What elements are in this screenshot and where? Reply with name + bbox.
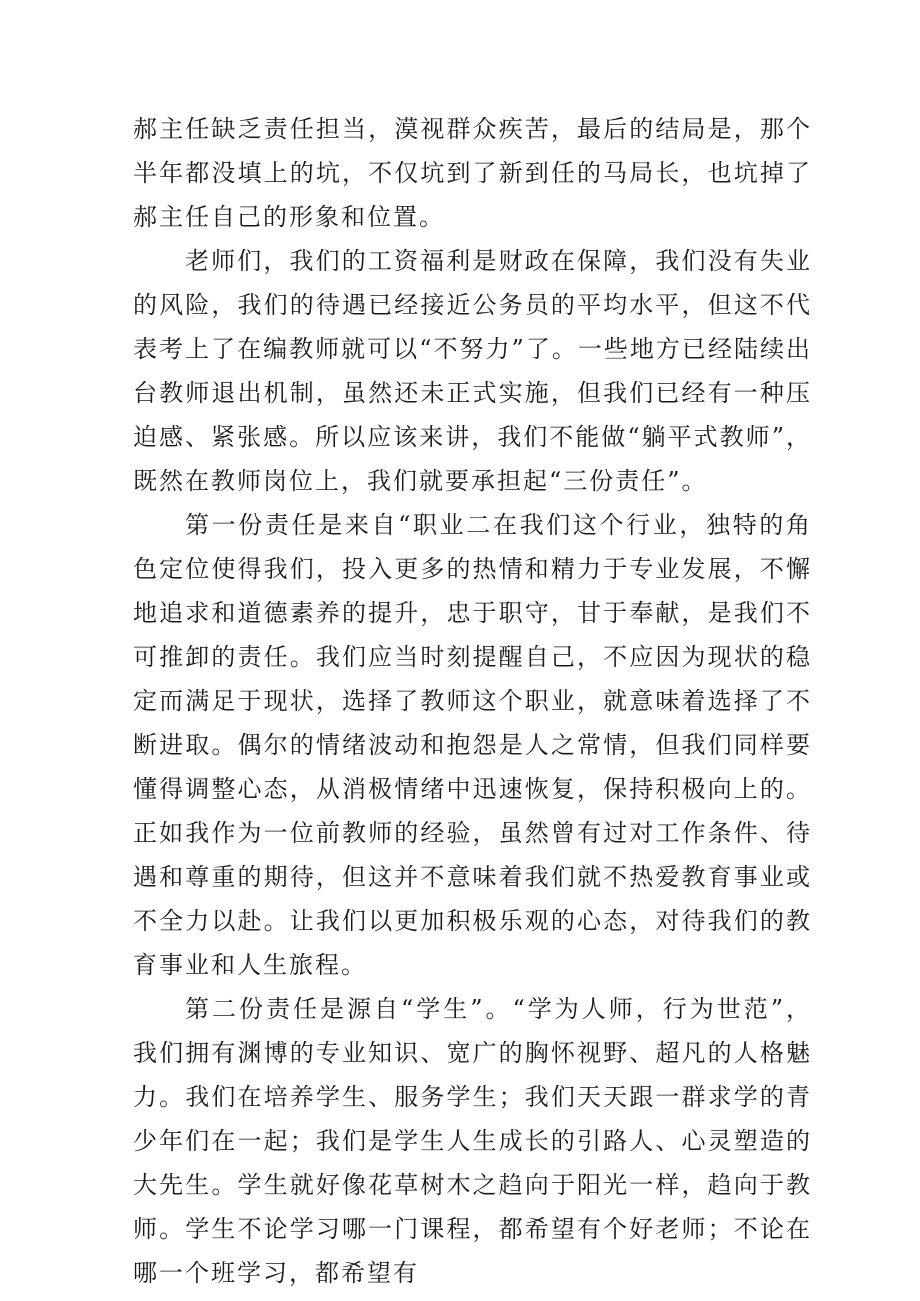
- paragraph-teacher-responsibility: 老师们，我们的工资福利是财政在保障，我们没有失业的风险，我们的待遇已经接近公务员的平均水平，但这不代表考上了在编教师就可以“不努力”了。一些地方已经陆续出台教师退出机制，虽然还未正式实施，但我们已经有一种压迫感、紧张感。所以应该来讲，我们不能做“躺平式教师”，既然在教师岗位上，我们就要承担起“三份责任”。: [133, 247, 812, 495]
- paragraph-continuation: 郝主任缺乏责任担当，漠视群众疾苦，最后的结局是，那个半年都没填上的坑，不仅坑到了新到任的马局长，也坑掉了郝主任自己的形象和位置。: [133, 115, 812, 231]
- paragraph-first-responsibility: 第一份责任是来自“职业二在我们这个行业，独特的角色定位使得我们，投入更多的热情和精力于专业发展，不懈地追求和道德素养的提升，忠于职守，甘于奉献，是我们不可推卸的责任。我们应当时刻提醒自己，不应因为现状的稳定而满足于现状，选择了教师这个职业，就意味着选择了不断进取。偶尔的情绪波动和抱怨是人之常情，但我们同样要懂得调整心态，从消极情绪中迅速恢复，保持积极向上的。正如我作为一位前教师的经验，虽然曾有过对工作条件、待遇和尊重的期待，但这并不意味着我们就不热爱教育事业或不全力以赴。让我们以更加积极乐观的心态，对待我们的教育事业和人生旅程。: [133, 511, 812, 979]
- paragraph-second-responsibility: 第二份责任是源自“学生”。“学为人师，行为世范”，我们拥有渊博的专业知识、宽广的胸怀视野、超凡的人格魅力。我们在培养学生、服务学生；我们天天跟一群求学的青少年们在一起；我们是学生人生成长的引路人、心灵塑造的大先生。学生就好像花草树木之趋向于阳光一样，趋向于教师。学生不论学习哪一门课程，都希望有个好老师；不论在哪一个班学习，都希望有: [133, 995, 812, 1287]
